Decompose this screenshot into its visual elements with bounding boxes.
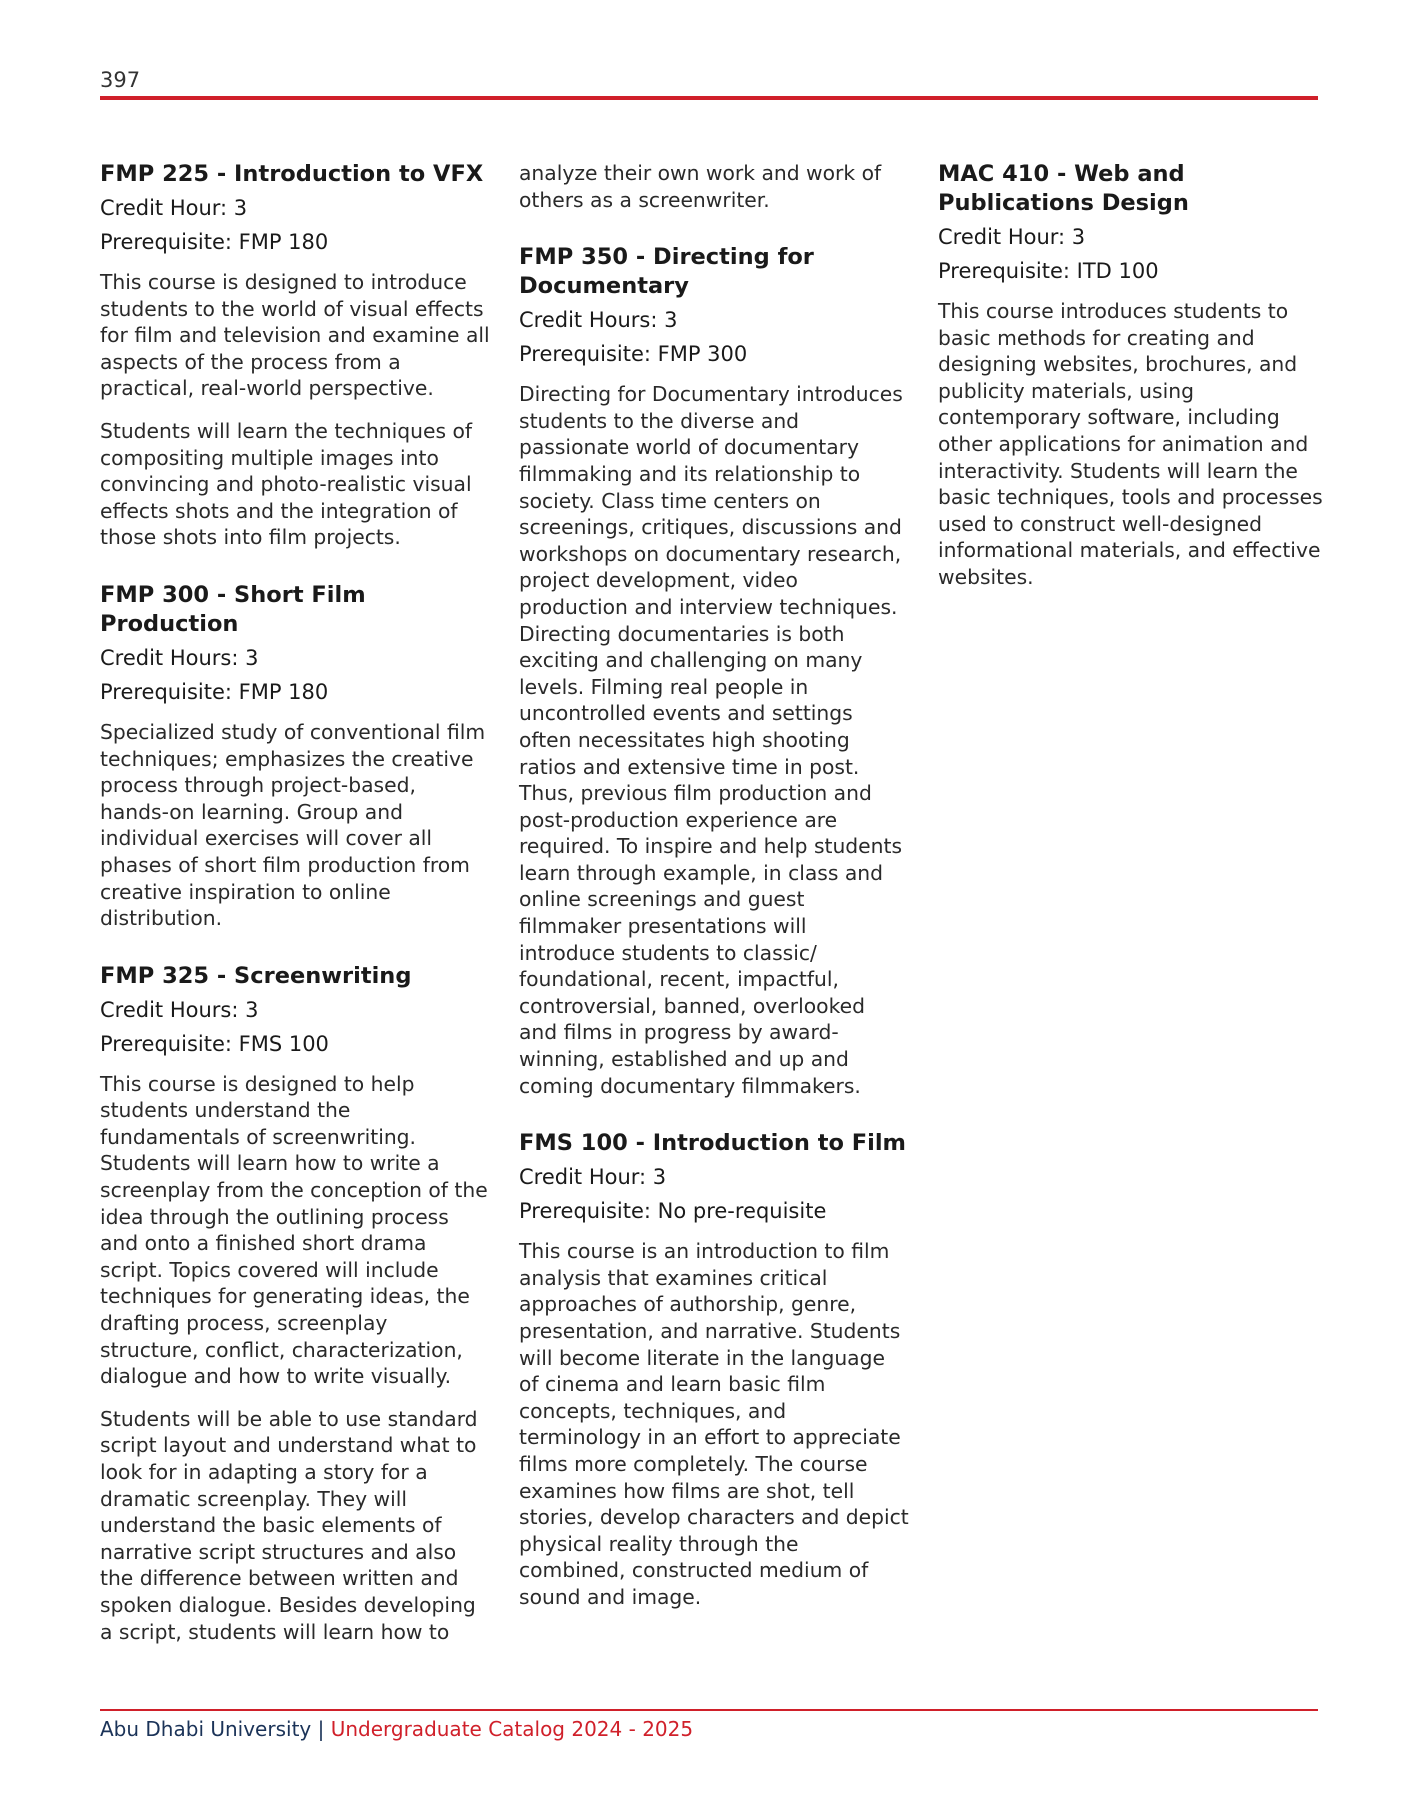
course-fmp-300 (100, 581, 490, 932)
course-title: FMP 325 - Screenwriting (100, 962, 412, 989)
column-middle (519, 160, 909, 1611)
course-description: Directing for Documentary introduces students to the diverse and passionate world of documentary filmmaking and its relationship to society. Class time centers on screenings, critiques, discussions and workshops on documentary research, project development, video production and interview techniques. Directing documentaries is both exciting and challenging on many levels. Filming real people in uncontrolled events and settings often necessitates high shooting ratios and extensive time in post. Thus, previous film production and post-production experience are required. To inspire and help students learn through example, in class and online screenings and guest filmmaker presentations will introduce students to classic/ foundational, recent, impactful, controversial, banned, overlooked and films in progress by award-winning, established and up and coming documentary filmmakers. (519, 382, 903, 1098)
course-title: FMP 350 - Directing for Documentary (519, 244, 814, 300)
prerequisite: Prerequisite: FMS 100 (100, 1031, 329, 1056)
page-number: 397 (100, 68, 141, 92)
course-fms-100 (519, 1129, 909, 1610)
course-description: This course is designed to introduce students to the world of visual effects for film and television and examine all aspects of the process from a practical, real-world perspective. (100, 270, 490, 401)
column-left (100, 160, 490, 1645)
course-title: FMS 100 - Introduction to Film (519, 1130, 906, 1157)
course-title: FMP 300 - Short Film Production (100, 581, 366, 637)
footer-university: Abu Dhabi University (100, 1717, 312, 1741)
prerequisite: Prerequisite: FMP 180 (100, 230, 329, 254)
course-title: MAC 410 - Web and Publications Design (938, 161, 1189, 216)
course-title: FMP 225 - Introduction to VFX (100, 161, 484, 187)
course-description: This course is designed to help students understand the fundamentals of screenwriting. Students will learn how to write a screenplay from the conception of the idea through the outlining process and onto a finished short drama script. Topics covered will include techniques for generating ideas, the drafting process, screenplay structure, conflict, characterization, dialogue and how to write visually. (100, 1071, 488, 1389)
footer-rule (100, 1709, 1318, 1711)
credit-hours: Credit Hours: 3 (519, 308, 678, 333)
footer-separator: | (311, 1717, 331, 1741)
continued-description: analyze their own work and work of others as a screenwriter. (519, 161, 882, 212)
course-fmp-225 (100, 160, 490, 551)
course-description: This course is an introduction to film analysis that examines critical approaches of authorship, genre, presentation, and narrative. Students will become literate in the language of cinema and learn basic film concepts, techniques, and terminology in an effort to appreciate films more completely. The course examines how films are shot, tell stories, develop characters and depict physical reality through the combined, constructed medium of sound and image. (519, 1239, 909, 1609)
header-rule (100, 96, 1318, 100)
course-fmp-350 (519, 243, 909, 1099)
footer (100, 1716, 693, 1742)
course-mac-410 (938, 160, 1328, 591)
course-description: Students will learn the techniques of compositing multiple images into convincing and photo-realistic visual effects shots and the integration of those shots into film projects. (100, 418, 473, 550)
credit-hours: Credit Hour: 3 (519, 1165, 667, 1190)
prerequisite: Prerequisite: No pre-requisite (519, 1199, 827, 1224)
credit-hours: Credit Hours: 3 (100, 645, 259, 670)
prerequisite: Prerequisite: FMP 300 (519, 342, 748, 367)
credit-hours: Credit Hour: 3 (938, 225, 1086, 249)
column-right (938, 160, 1328, 591)
credit-hours: Credit Hours: 3 (100, 997, 259, 1022)
course-description: Students will be able to use standard script layout and understand what to look for in adapting a story for a dramatic screenplay. They will understand the basic elements of narrative script structures and also the difference between written and spoken dialogue. Besides developing a script, students will learn how to (100, 1406, 478, 1644)
prerequisite: Prerequisite: FMP 180 (100, 679, 329, 704)
prerequisite: Prerequisite: ITD 100 (938, 259, 1159, 283)
course-description: Specialized study of conventional film techniques; emphasizes the creative process through project-based, hands-on learning. Group and individual exercises will cover all phases of short film production from creative inspiration to online distribution. (100, 719, 486, 931)
course-description: This course introduces students to basic methods for creating and designing websites, brochures, and publicity materials, using contemporary software, including other applications for animation and interactivity. Students will learn the basic techniques, tools and processes used to construct well-designed informational materials, and effective websites. (938, 299, 1323, 589)
course-fmp-325 (100, 962, 490, 1645)
footer-catalog: Undergraduate Catalog 2024 - 2025 (330, 1717, 694, 1741)
credit-hours: Credit Hour: 3 (100, 196, 248, 220)
